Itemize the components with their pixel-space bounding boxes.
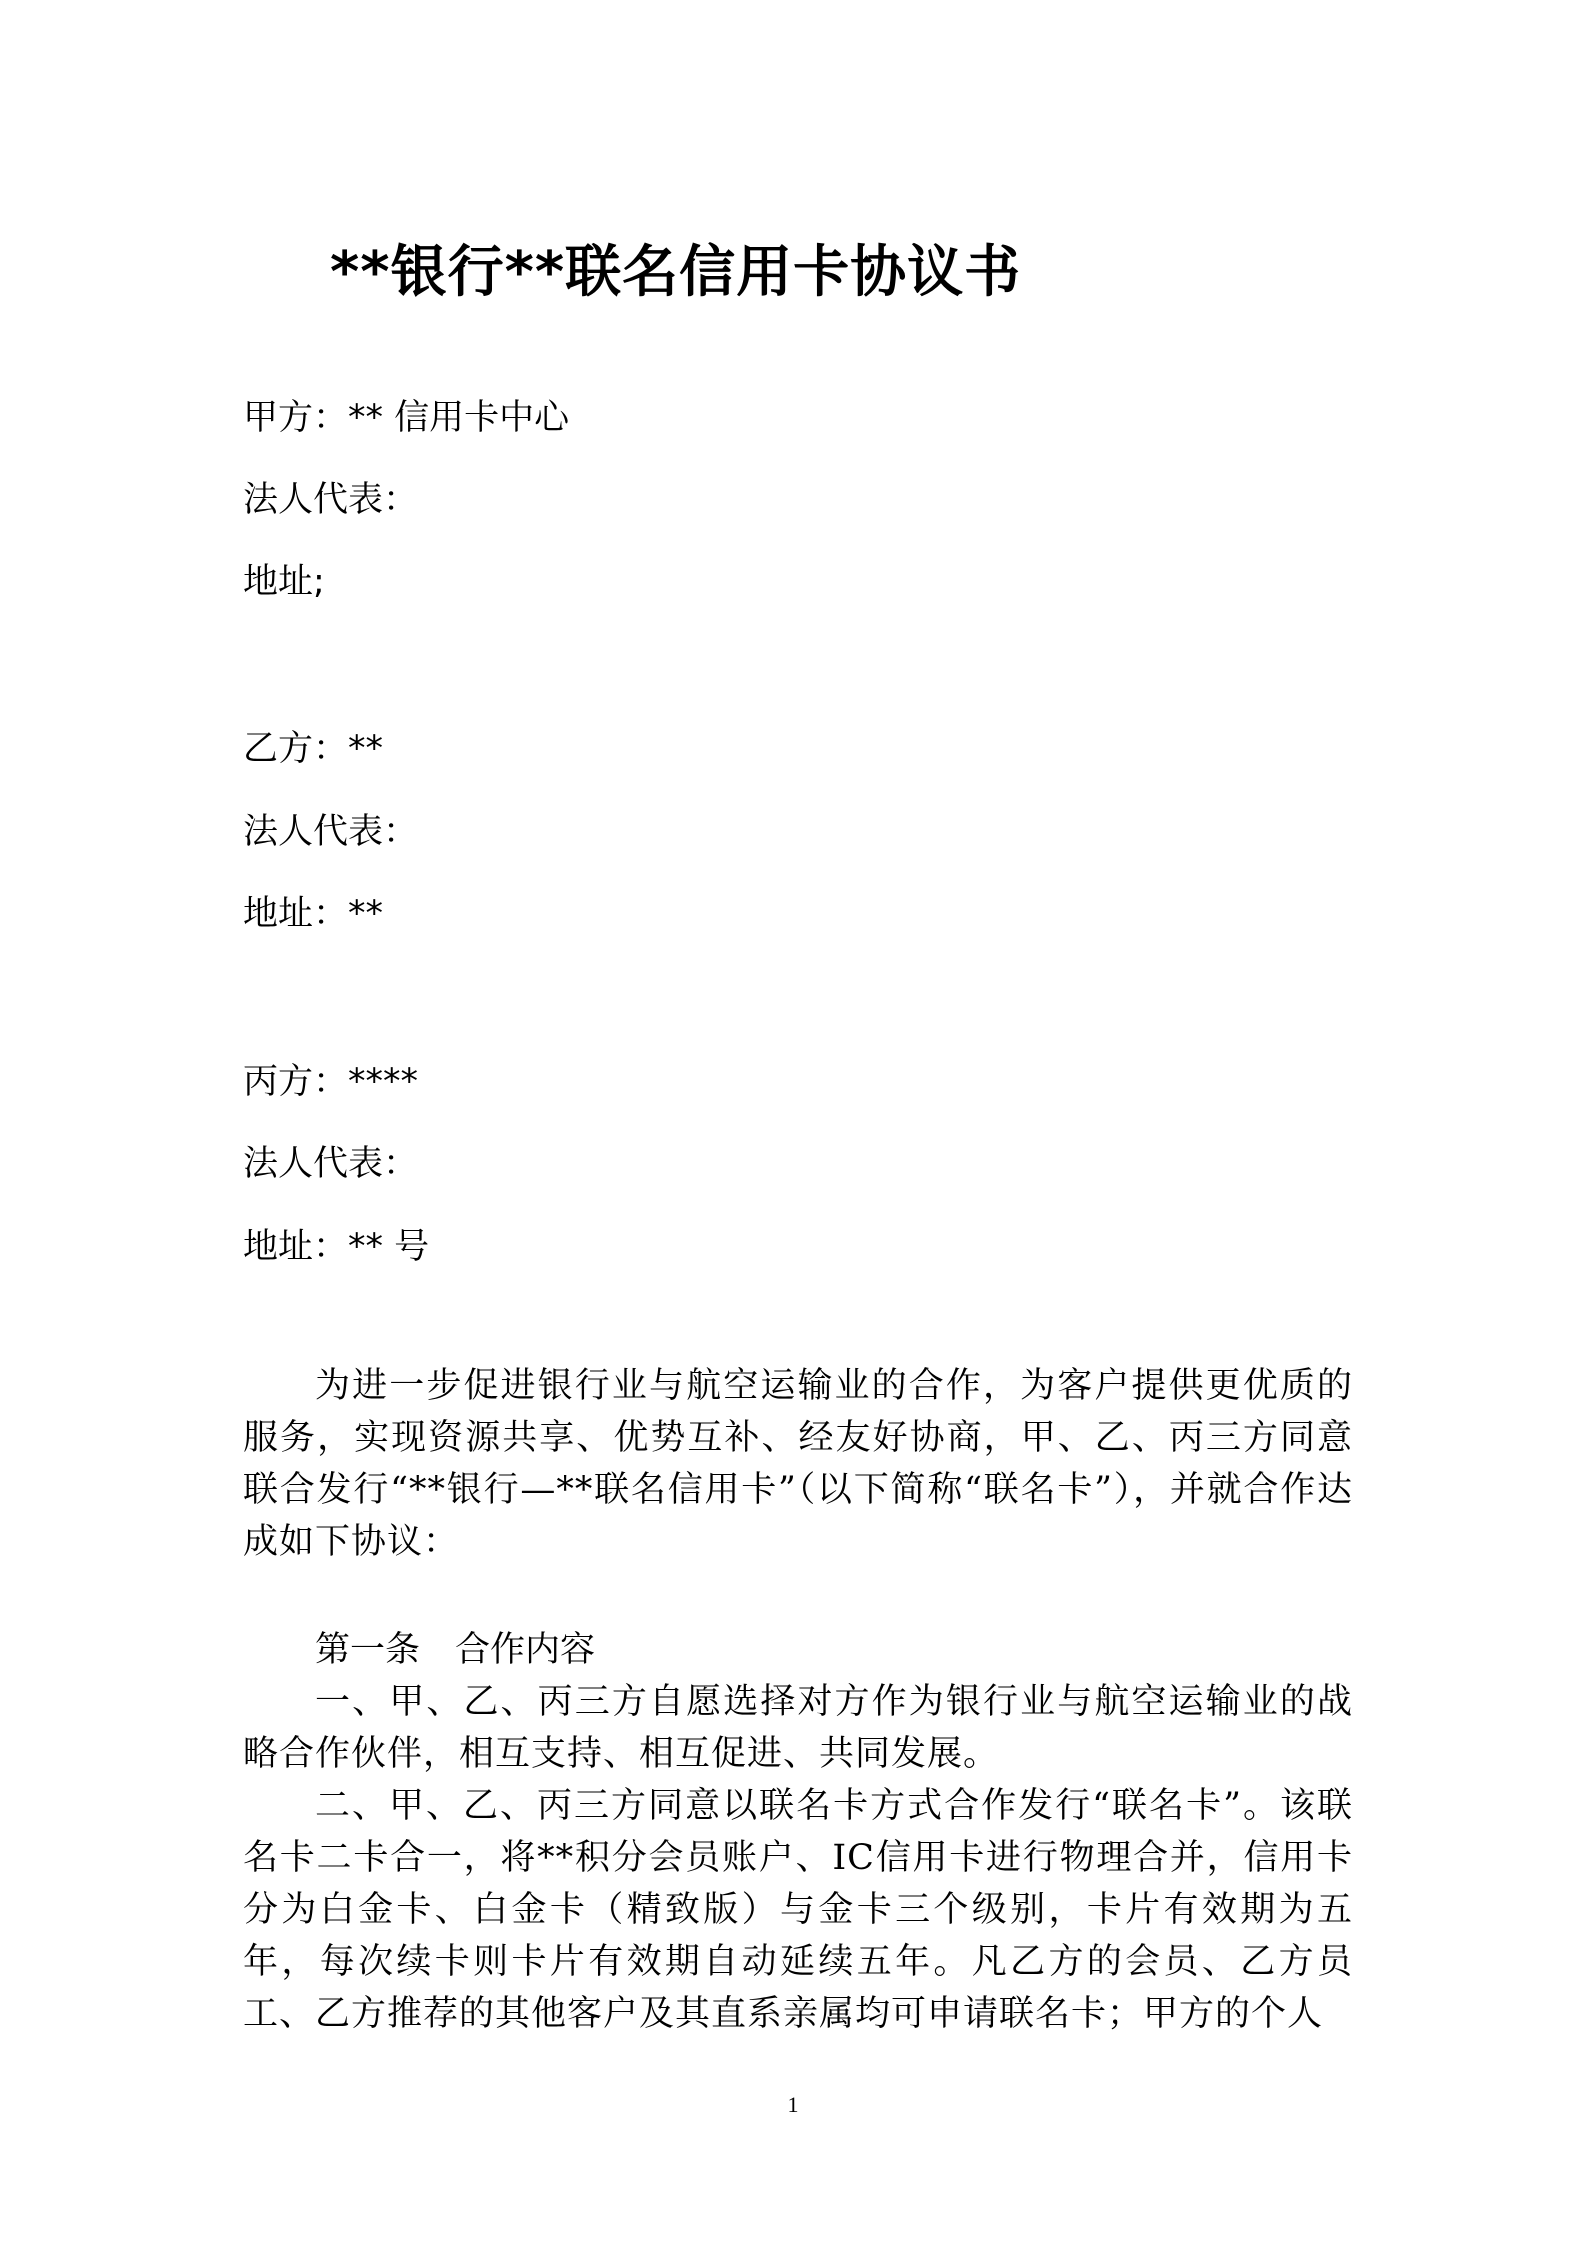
party-a-representative: 法人代表： (243, 480, 419, 520)
party-b-name: 乙方：** (243, 729, 384, 769)
party-a-address: 地址; (243, 562, 325, 602)
page-number: 1 (787, 2092, 799, 2117)
party-c-address: 地址：** 号 (243, 1227, 430, 1267)
party-b-representative: 法人代表： (243, 812, 419, 852)
party-c-representative: 法人代表： (243, 1144, 419, 1184)
preamble-paragraph: 为进一步促进银行业与航空运输业的合作，为客户提供更优质的服务，实现资源共享、优势互补、经友好协商，甲、乙、丙三方同意联合发行“**银行—**联名信用卡”（以下简称“联名卡”），并就合作达成如下协议： (243, 1366, 1353, 1562)
party-b-address: 地址：** (243, 894, 384, 934)
document-title: **银行**联名信用卡协议书 (330, 240, 1022, 305)
party-c-name: 丙方：**** (243, 1062, 419, 1102)
article-1-clause-1: 一、甲、乙、丙三方自愿选择对方作为银行业与航空运输业的战略合作伙伴，相互支持、相互促进、共同发展。 (243, 1682, 1353, 1774)
article-1-heading: 第一条 合作内容 (315, 1630, 596, 1670)
article-1-clause-2: 二、甲、乙、丙三方同意以联名卡方式合作发行“联名卡”。该联名卡二卡合一，将**积分会员账户、IC信用卡进行物理合并，信用卡分为白金卡、白金卡（精致版）与金卡三个级别，卡片有效期为五年，每次续卡则卡片有效期自动延续五年。凡乙方的会员、乙方员工、乙方推荐的其他客户及其直系亲属均可申请联名卡；甲方的个人 (243, 1786, 1353, 2034)
party-a-name: 甲方：** 信用卡中心 (243, 398, 570, 438)
